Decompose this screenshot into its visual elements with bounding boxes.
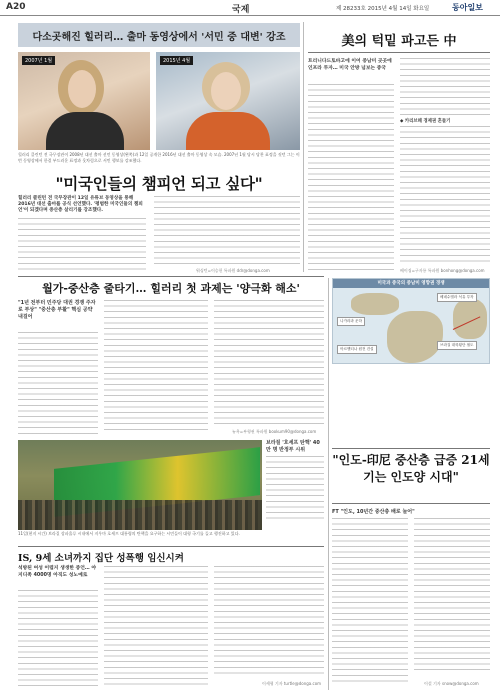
body-text-column bbox=[332, 518, 408, 682]
top-story-byline: 워싱턴=이승헌 특파원 ddr@donga.com bbox=[196, 268, 270, 273]
china-story-headline: 美의 턱밑 파고든 中 bbox=[341, 34, 457, 49]
protest-photo bbox=[18, 440, 262, 530]
body-text-column bbox=[214, 300, 324, 426]
photo-face bbox=[68, 70, 96, 108]
column-divider bbox=[303, 22, 304, 272]
photo-body bbox=[186, 112, 270, 150]
body-text-column bbox=[400, 126, 490, 266]
photo-date-tag: 2007년 1월 bbox=[22, 56, 55, 65]
photo-clinton-2015 bbox=[156, 52, 300, 150]
body-text-column bbox=[104, 566, 208, 686]
middle-story-headline: 월가-중산층 줄타기… 힐러리 첫 과제는 '양극화 해소' bbox=[42, 282, 300, 295]
china-story-section-title: ◆ 카리브해 경제권 흔들기 bbox=[400, 119, 451, 124]
top-story-lede: 힐러리 클린턴 전 국무장관이 12일 유튜브 동영상을 통해 2016년 대선 출마를 공식 선언했다. '평범한 미국인들의 챔피언'이 되겠다며 중산층 살리기를 강조했다. bbox=[18, 196, 143, 214]
map-landmass bbox=[351, 293, 399, 315]
china-story-subhead: 트리니다드토바고에 이어 중남미 곳곳에 인프라 투자… 미국 안방 넘보는 중국 bbox=[308, 59, 392, 71]
body-text-column bbox=[18, 332, 98, 434]
top-story-banner: 다소곳해진 힐러리… 출마 동영상에서 '서민 중 대변' 강조 bbox=[18, 23, 300, 47]
map-label: 베네수엘라 석유 투자 bbox=[437, 293, 477, 302]
photo-body bbox=[46, 112, 124, 150]
map-label: 니카라과 운하 bbox=[337, 317, 365, 326]
map-label: 브라질 대륙횡단 철도 bbox=[437, 341, 477, 350]
india-story-subhead: FT "인도, 10년간 중산층 배로 늘어" bbox=[332, 509, 415, 515]
section-rule bbox=[18, 276, 324, 277]
map-landmass bbox=[453, 299, 487, 339]
page-number: A20 bbox=[6, 2, 26, 12]
photo-date-tag: 2015년 4월 bbox=[160, 56, 193, 65]
section-rule bbox=[18, 546, 324, 547]
body-text-column bbox=[18, 590, 98, 686]
body-text-column bbox=[414, 518, 490, 674]
issue-date: 제 28233호 2015년 4월 14일 화요일 bbox=[336, 6, 430, 12]
photo-clinton-2007 bbox=[18, 52, 150, 150]
section-title: 국제 bbox=[232, 5, 250, 15]
body-text-column bbox=[266, 456, 324, 522]
body-text-column bbox=[154, 196, 300, 266]
column-divider bbox=[328, 278, 329, 690]
body-text-column bbox=[18, 218, 146, 272]
headline-rule bbox=[332, 503, 490, 504]
masthead bbox=[0, 0, 500, 16]
map-landmass bbox=[387, 311, 443, 363]
body-text-column bbox=[104, 300, 208, 434]
india-story-headline: "인도-印尼 중산층 급증 21세기는 인도양 시대" bbox=[332, 453, 490, 484]
middle-story-lede: "1년 전부터 민주당 대권 경쟁 주자로 부상" "중산층 부활" 핵심 공약 내걸어 bbox=[18, 300, 96, 320]
map-label: 아르헨티나 원전 건설 bbox=[337, 345, 377, 354]
china-story-byline: 베이징=구자룡 특파원 bonhong@donga.com bbox=[400, 268, 485, 273]
latin-america-map bbox=[332, 278, 490, 364]
brazil-sidebar-title: 브라질 '호세프 탄핵' 40만 명 반정부 시위 bbox=[266, 440, 320, 453]
map-title: 미국과 중국의 중남미 영향권 경쟁 bbox=[333, 279, 489, 288]
india-story-byline: 이설 기자 snow@donga.com bbox=[424, 681, 479, 686]
bottom-story-byline: 이세형 기자 turtle@donga.com bbox=[262, 681, 322, 686]
photo-crowd bbox=[18, 500, 262, 530]
headline-rule bbox=[308, 52, 490, 53]
brazil-sidebar bbox=[266, 440, 324, 522]
body-text-column bbox=[308, 84, 394, 270]
section-rule bbox=[332, 448, 490, 449]
photo-face bbox=[211, 72, 241, 110]
photo-caption: 힐러리 클린턴 전 국무장관이 2008년 대선 출마 선언 동영상(왼쪽)과 12일 공개한 2016년 대선 출마 동영상 속 모습. 2007년 1월 당시 당찬 표정을 짓던 그는 이번 동영상에서 한결 부드러운 표정과 옷차림으로 서민 행보를 강조했다. bbox=[18, 152, 300, 163]
bottom-story-subhead: 석방된 여성 어렵지 생생한 증언… 야지디족 4000명 아직도 성노예로 bbox=[18, 566, 97, 578]
body-text-column bbox=[400, 58, 490, 116]
bottom-story-headline: IS, 9세 소녀까지 집단 성폭행 임신시켜 bbox=[18, 553, 184, 564]
protest-caption: 11일(현지 시간) 브라질 상파울루 시내에서 지우마 호세프 대통령의 탄핵을 요구하는 시민들이 대형 국기를 들고 행진하고 있다. bbox=[18, 531, 240, 536]
middle-story-byline: 뉴욕=부형권 특파원 bookum90@donga.com bbox=[232, 429, 317, 434]
newspaper-logo: 동아일보 bbox=[452, 2, 483, 12]
top-story-headline: "미국인들의 챔피언 되고 싶다" bbox=[55, 174, 263, 193]
body-text-column bbox=[214, 566, 324, 678]
